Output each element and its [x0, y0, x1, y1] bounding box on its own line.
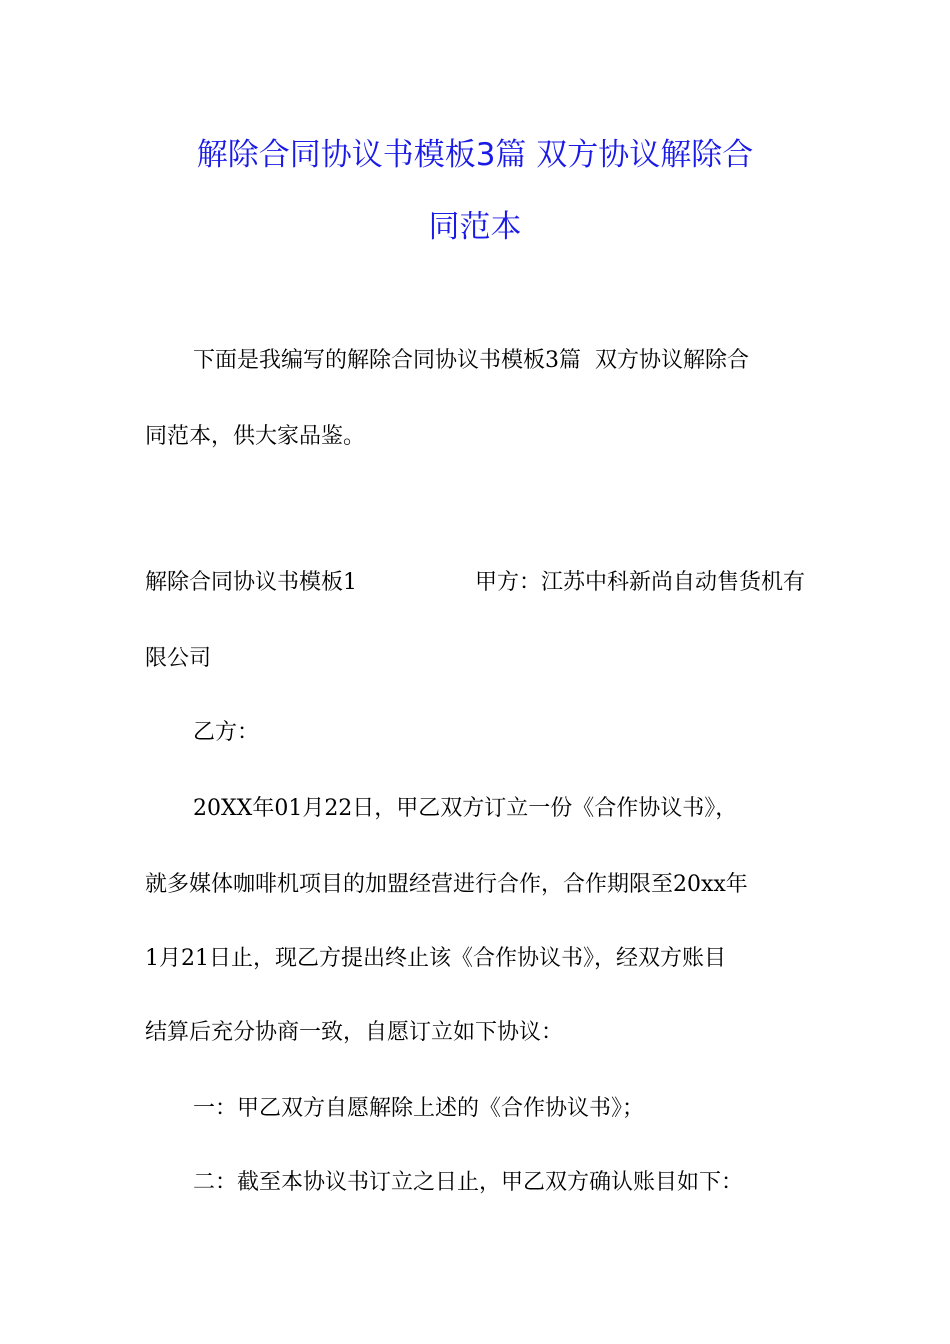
paragraph-1-line-1: 20XX年01月22日，甲乙双方订立一份《合作协议书》，: [193, 796, 738, 821]
clause-2: 二：截至本协议书订立之日止，甲乙双方确认账目如下：: [193, 1170, 744, 1195]
section-1-heading-row: [145, 572, 805, 594]
paragraph-1-line-2: 就多媒体咖啡机项目的加盟经营进行合作，合作期限至20xx年: [145, 872, 748, 897]
paragraph-1-line-3: 1月21日止，现乙方提出终止该《合作协议书》，经双方账目: [145, 946, 726, 971]
document-title-line-1: 解除合同协议书模板3篇 双方协议解除合: [196, 137, 754, 173]
intro-line-2: 同范本，供大家品鉴。: [145, 424, 366, 449]
clause-1: 一：甲乙双方自愿解除上述的《合作协议书》；: [193, 1096, 645, 1121]
paragraph-1-line-4: 结算后充分协商一致，自愿订立如下协议：: [145, 1020, 564, 1045]
party-a-line-1: 甲方：江苏中科新尚自动售货机有: [474, 570, 805, 595]
party-a-line-2: 限公司: [145, 646, 212, 671]
intro-line-1: 下面是我编写的解除合同协议书模板3篇 双方协议解除合: [193, 348, 749, 373]
party-b-label: 乙方：: [193, 720, 260, 745]
section-1-heading: 解除合同协议书模板1: [145, 570, 357, 595]
document-title-line-2: 同范本: [428, 209, 522, 245]
